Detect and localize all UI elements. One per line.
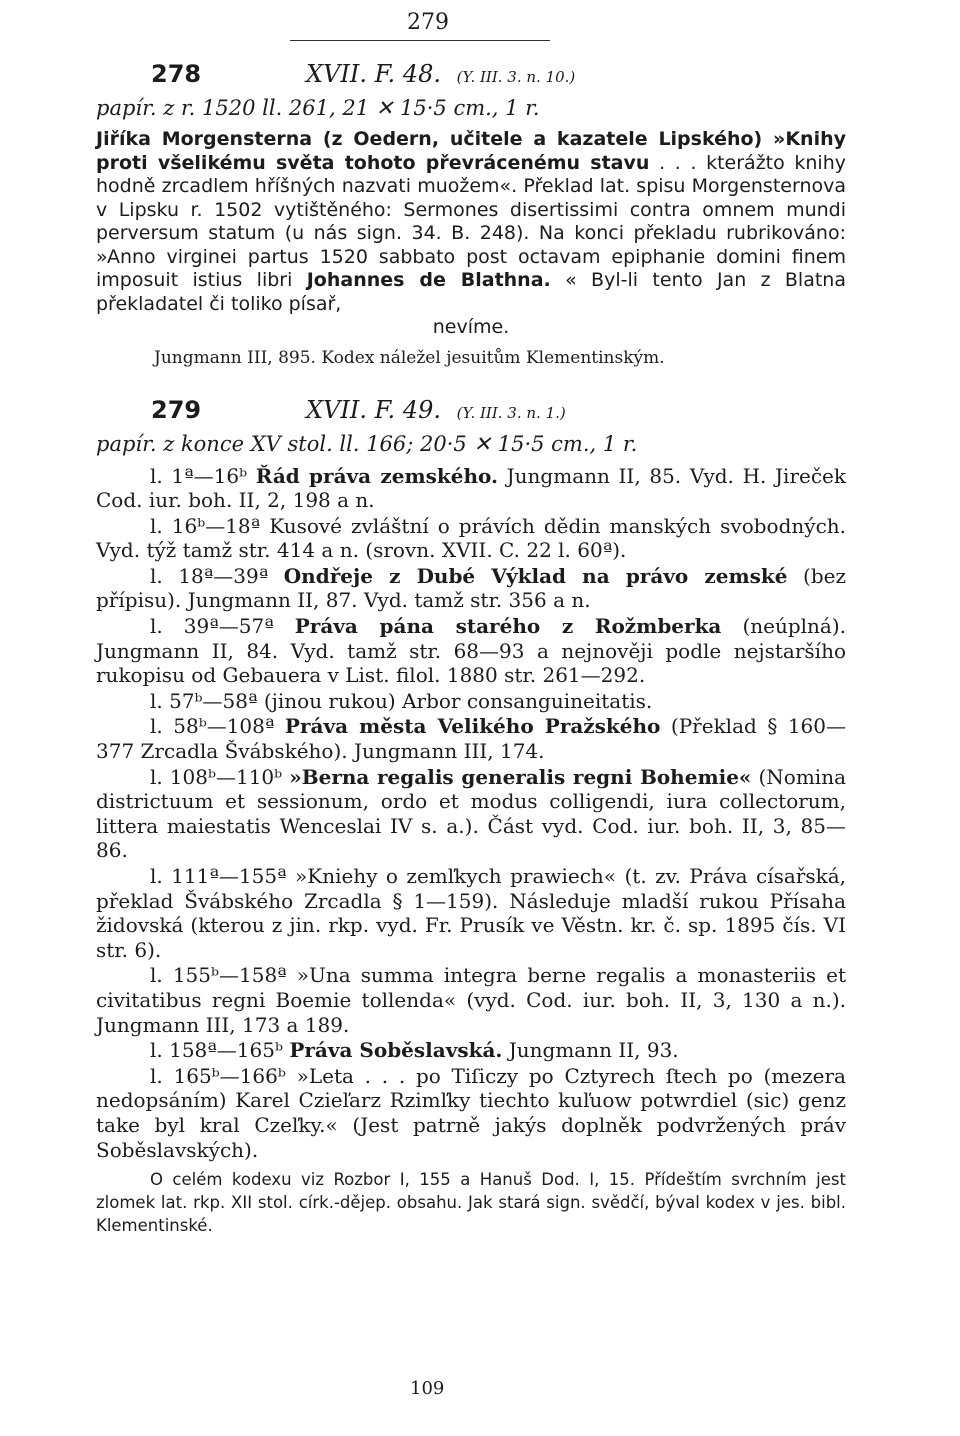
item-text: »Kniehy o zemľkych prawiech« (t. zv. Práva císařská, překlad Švábského Zrcadla § 1—159). Následuje mladší rukou Přísaha židovská (kterou z jin. rkp. vyd. Fr. Prusík ve Věstn. kr. č. sp. 1895 čís. VI str. 6). — [96, 864, 847, 962]
item-ref: l. 39ª—57ª — [150, 614, 274, 639]
list-item — [96, 1038, 846, 1063]
item-title: Práva pána starého z Rožmberka — [294, 614, 722, 639]
entry-279-header — [96, 396, 846, 430]
item-ref: l. 158ª—165ᵇ — [150, 1038, 283, 1063]
item-ref: l. 1ª—16ᵇ — [150, 463, 248, 488]
item-title: Práva města Velikého Pražského — [284, 714, 661, 739]
item-ref: l. 18ª—39ª — [150, 563, 269, 588]
entry-278-header — [96, 60, 846, 94]
list-item — [96, 963, 846, 1037]
item-text: (neúplná). Jungmann II, 84. Vyd. tamž str. 68—93 a nejnověji podle nejstaršího rukopisu od Gebauera v List. filol. 1880 str. 261—292. — [96, 614, 847, 688]
item-ref: l. 58ᵇ—108ª — [150, 714, 275, 739]
entry-278-material: papír. z r. 1520 ll. 261, 21 ✕ 15·5 cm., 1 r. — [96, 96, 540, 120]
entry-278-signature-group — [306, 60, 575, 88]
page-number: 279 — [407, 10, 449, 35]
entry-279-old-signature: (Y. III. 3. n. 1.) — [456, 403, 566, 422]
list-item — [96, 514, 846, 563]
entry-279-material: papír. z konce XV stol. ll. 166; 20·5 ✕ 15·5 cm., 1 r. — [96, 431, 638, 456]
entry-278 — [96, 60, 846, 370]
item-ref: l. 57ᵇ—58ª — [150, 688, 258, 713]
list-item — [96, 1064, 846, 1162]
list-item — [96, 564, 846, 613]
entry-279-items — [96, 464, 846, 1163]
entry-279-summary: O celém kodexu viz Rozbor I, 155 a Hanuš Dod. I, 15. Přídeštím svrchním jest zlomek lat. rkp. XII stol. círk.-dějep. obsahu. Jak stará sign. svědčí, býval kodex v jes. bibl. Klementinské. — [96, 1170, 846, 1236]
item-ref: l. 155ᵇ—158ª — [150, 963, 287, 988]
list-item — [96, 765, 846, 863]
item-ref: l. 165ᵇ—166ᵇ — [150, 1063, 286, 1088]
entry-278-rubric-tail: « Byl-li tento Jan z Blatna překladatel či toliko písař, — [96, 269, 846, 315]
list-item — [96, 689, 846, 714]
item-title: »Berna regalis generalis regni Bohemie« — [289, 764, 752, 789]
entry-278-source-note: Jungmann III, 895. Kodex náležel jesuitům Klementinským. — [154, 347, 665, 368]
entry-279-number: 279 — [151, 395, 202, 424]
item-ref: l. 111ª—155ª — [150, 864, 287, 888]
entry-278-rubric-name: Johannes de Blathna. — [306, 269, 551, 291]
item-text: (Překlad § 160—377 Zrcadla Švábského). Jungmann III, 174. — [96, 714, 846, 764]
footer-number: 109 — [410, 1378, 445, 1399]
item-ref: l. 108ᵇ—110ᵇ — [150, 764, 283, 789]
entry-278-number: 278 — [151, 60, 202, 88]
item-text: (jinou rukou) Arbor consanguineitatis. — [263, 688, 653, 713]
entry-279-signature-group — [306, 396, 566, 424]
entry-278-last-line: nevíme. — [432, 316, 510, 338]
list-item — [96, 614, 846, 688]
entry-278-description-title: Jiříka Morgensterna (z Oedern, učitele a kazatele Lipského) »Knihy proti všelikému světa tohoto převrácenému stavu — [96, 128, 846, 174]
entry-279-signature: XVII. F. 49. — [306, 395, 441, 424]
item-title: Práva Soběslavská. — [289, 1038, 503, 1063]
entry-278-old-signature: (Y. III. 3. n. 10.) — [456, 68, 576, 86]
item-text: »Leta . . . po Tiſiczy po Cztyrech ſtech po (mezera nedopsáním) Karel Czieľarz Rzimľky tiechto kuľuow potwrdiel (sic) genz take byl kral Czeľky.« (Jest patrně jakýs doplněk podvržených práv Soběslavských). — [96, 1063, 846, 1162]
item-text: »Una summa integra berne regalis a monasteriis et civitatibus regni Boemie tollenda« (vyd. Cod. iur. boh. II, 3, 130 a n.). Jungmann III, 173 a 189. — [96, 963, 846, 1037]
item-title: Řád práva zemského. — [255, 463, 498, 488]
item-text: Jungmann II, 85. Vyd. H. Jireček Cod. iur. boh. II, 2, 198 a n. — [96, 463, 847, 513]
entry-278-description-text: . . . kterážto knihy hodně zrcadlem hříšných nazvati muožem«. Překlad lat. spisu Morgensternova v Lipsku r. 1502 vytištěného: Sermones disertissimi contra omnem mundi perversum statum (u nás sign. 34. B. 248). Na konci překladu rubrikováno: »Anno virginei partus 1520 sabbato post octavam epiphanie domini finem imposuit istius libri — [96, 151, 846, 291]
list-item — [96, 864, 846, 962]
list-item — [96, 464, 846, 513]
item-title: Ondřeje z Dubé Výklad na právo zemské — [283, 563, 788, 588]
item-text: Jungmann II, 93. — [508, 1038, 679, 1063]
page-number-rule — [290, 40, 550, 41]
item-text: Kusové zvláštní o právích dědin manských svobodných. Vyd. týž tamž str. 414 a n. (srovn. XVII. C. 22 l. 60ª). — [96, 513, 847, 563]
entry-278-signature: XVII. F. 48. — [306, 60, 441, 88]
item-ref: l. 16ᵇ—18ª — [150, 513, 261, 538]
entry-279 — [96, 396, 846, 1238]
list-item — [96, 714, 846, 763]
entry-278-description — [96, 128, 846, 340]
page-body — [96, 60, 846, 1254]
item-text: (Nomina districtuum et sessionum, ordo et modus colligendi, iura collectorum, littera maiestatis Wenceslai IV s. a.). Část vyd. Cod. iur. boh. II, 3, 85—86. — [96, 764, 846, 863]
item-text: (bez přípisu). Jungmann II, 87. Vyd. tamž str. 356 a n. — [96, 563, 847, 613]
